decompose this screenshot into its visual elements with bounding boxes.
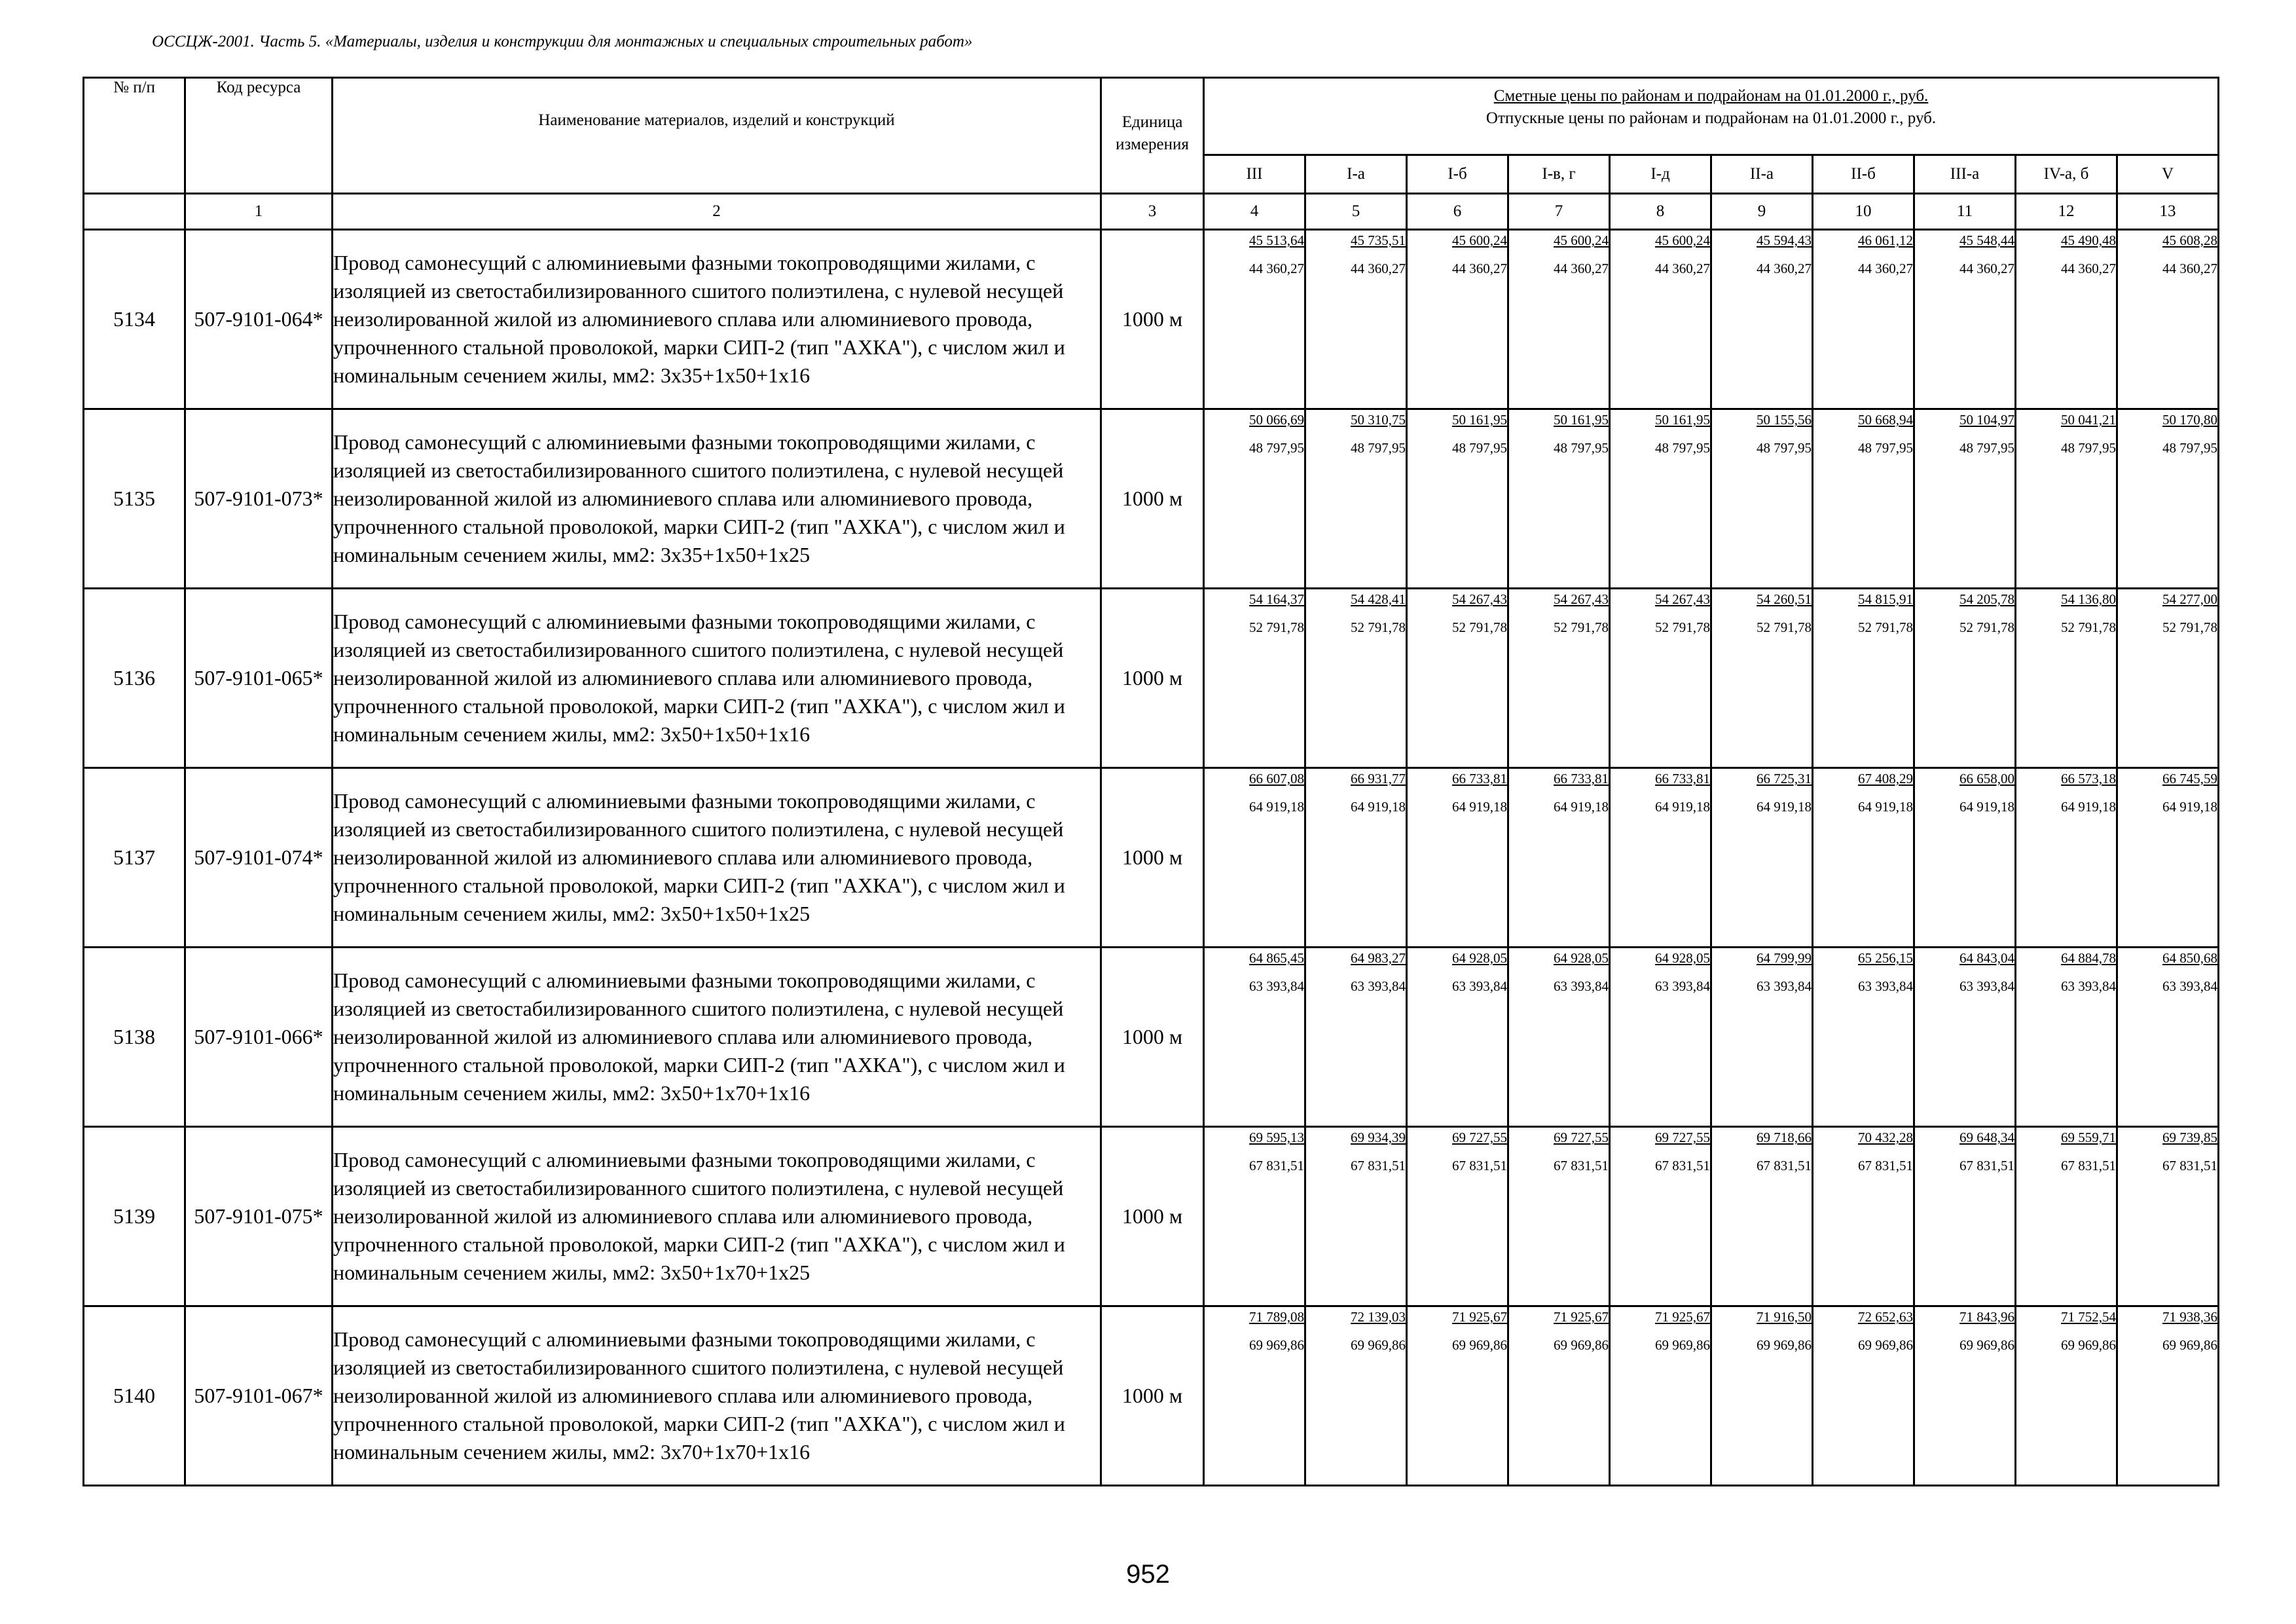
price-cell [1204, 1127, 1305, 1306]
estimate-price: 72 139,03 [1351, 1309, 1406, 1325]
column-header-unit [1101, 78, 1204, 194]
price-cell [2117, 1306, 2219, 1486]
material-name: Провод самонесущий с алюминиевыми фазными токопроводящими жилами, с изоляцией из светостабилизированного сшитого полиэтилена, с нулевой несущей неизолированной жилой из алюминиевого сплава или алюминиевого провода, упрочненного стальной проволокой, марки СИП-2 (тип "АХКА"), с числом жил и номинальным сечением жилы, мм2: 3х50+1х50+1х16 [333, 589, 1101, 768]
estimate-price: 45 608,28 [2162, 232, 2218, 248]
estimate-price: 71 916,50 [1757, 1309, 1812, 1325]
estimate-price: 71 789,08 [1249, 1309, 1304, 1325]
column-number: 4 [1204, 194, 1305, 230]
estimate-price: 71 925,67 [1554, 1309, 1609, 1325]
release-price: 63 393,84 [2061, 978, 2116, 994]
release-price: 52 791,78 [1452, 619, 1507, 635]
estimate-price: 71 925,67 [1452, 1309, 1507, 1325]
release-price: 52 791,78 [1757, 619, 1812, 635]
release-price: 64 919,18 [2162, 799, 2218, 815]
release-price: 69 969,86 [1249, 1337, 1304, 1353]
price-cell [1711, 1127, 1813, 1306]
material-name: Провод самонесущий с алюминиевыми фазными токопроводящими жилами, с изоляцией из светостабилизированного сшитого полиэтилена, с нулевой несущей неизолированной жилой из алюминиевого сплава или алюминиевого провода, упрочненного стальной проволокой, марки СИП-2 (тип "АХКА"), с числом жил и номинальным сечением жилы, мм2: 3х50+1х70+1х16 [333, 948, 1101, 1127]
release-price: 48 797,95 [2162, 440, 2218, 456]
price-cell [1610, 1127, 1711, 1306]
release-price: 63 393,84 [1757, 978, 1812, 994]
release-price: 64 919,18 [1959, 799, 2014, 815]
estimate-price: 72 652,63 [1858, 1309, 1913, 1325]
price-cell [1305, 1127, 1407, 1306]
estimate-price: 66 733,81 [1452, 771, 1507, 786]
price-cell [1813, 1306, 1914, 1486]
estimate-price: 71 843,96 [1959, 1309, 2014, 1325]
column-number: 7 [1508, 194, 1610, 230]
estimate-price: 69 595,13 [1249, 1130, 1304, 1145]
estimate-price: 50 104,97 [1959, 412, 2014, 428]
release-price: 67 831,51 [1655, 1158, 1710, 1173]
release-price: 48 797,95 [1757, 440, 1812, 456]
column-number: 3 [1101, 194, 1204, 230]
price-cell [1610, 589, 1711, 768]
price-cell [1914, 948, 2016, 1127]
estimate-price: 64 884,78 [2061, 950, 2116, 966]
release-price: 44 360,27 [1452, 261, 1507, 276]
release-price: 52 791,78 [1655, 619, 1710, 635]
price-cell [2016, 589, 2117, 768]
estimate-price: 54 267,43 [1452, 591, 1507, 607]
unit-of-measure: 1000 м [1101, 768, 1204, 948]
column-number: 9 [1711, 194, 1813, 230]
estimate-price: 50 668,94 [1858, 412, 1913, 428]
release-price: 69 969,86 [2162, 1337, 2218, 1353]
release-price: 44 360,27 [1554, 261, 1609, 276]
column-header-no: № п/п [84, 78, 185, 194]
price-cell [1914, 589, 2016, 768]
release-price: 67 831,51 [1452, 1158, 1507, 1173]
unit-of-measure: 1000 м [1101, 409, 1204, 589]
price-cell [1813, 1127, 1914, 1306]
release-price: 69 969,86 [1351, 1337, 1406, 1353]
price-table [82, 77, 2219, 1486]
release-price: 63 393,84 [1249, 978, 1304, 994]
unit-header-line1: Единица [1121, 113, 1183, 131]
column-header-name: Наименование материалов, изделий и конструкций [333, 78, 1101, 194]
price-cell [1508, 589, 1610, 768]
price-cell [1305, 948, 1407, 1127]
price-cell [1610, 1306, 1711, 1486]
unit-of-measure: 1000 м [1101, 230, 1204, 409]
table-row [84, 768, 2219, 948]
price-cell [1914, 768, 2016, 948]
release-price: 67 831,51 [1858, 1158, 1913, 1173]
price-cell [2016, 230, 2117, 409]
price-cell [2117, 230, 2219, 409]
row-number: 5138 [84, 948, 185, 1127]
release-price: 44 360,27 [2061, 261, 2116, 276]
price-cell [1610, 768, 1711, 948]
price-cell [1204, 768, 1305, 948]
price-cell [1813, 589, 1914, 768]
release-price: 63 393,84 [1655, 978, 1710, 994]
estimate-price: 50 310,75 [1351, 412, 1406, 428]
price-cell [2117, 409, 2219, 589]
release-price: 48 797,95 [1249, 440, 1304, 456]
release-price: 48 797,95 [2061, 440, 2116, 456]
price-cell [1305, 409, 1407, 589]
price-cell [1914, 409, 2016, 589]
estimate-price: 54 815,91 [1858, 591, 1913, 607]
price-cell [1407, 409, 1508, 589]
estimate-price: 50 161,95 [1554, 412, 1609, 428]
resource-code: 507-9101-065* [185, 589, 333, 768]
estimate-price: 66 573,18 [2061, 771, 2116, 786]
column-number: 2 [333, 194, 1101, 230]
unit-header-line2: измерения [1116, 136, 1189, 153]
estimate-price: 70 432,28 [1858, 1130, 1913, 1145]
price-cell [1610, 230, 1711, 409]
resource-code: 507-9101-073* [185, 409, 333, 589]
release-price: 63 393,84 [1858, 978, 1913, 994]
estimate-price: 69 559,71 [2061, 1130, 2116, 1145]
column-number: 11 [1914, 194, 2016, 230]
release-price: 64 919,18 [1757, 799, 1812, 815]
price-cell [1610, 409, 1711, 589]
price-cell [1204, 409, 1305, 589]
release-price: 69 969,86 [2061, 1337, 2116, 1353]
price-cell [1711, 589, 1813, 768]
estimate-price: 69 727,55 [1655, 1130, 1710, 1145]
release-price: 69 969,86 [1757, 1337, 1812, 1353]
price-cell [1407, 768, 1508, 948]
estimate-price: 64 928,05 [1554, 950, 1609, 966]
estimate-price: 45 600,24 [1452, 232, 1507, 248]
estimate-price: 69 739,85 [2162, 1130, 2218, 1145]
column-number: 12 [2016, 194, 2117, 230]
price-cell [1407, 1306, 1508, 1486]
release-price: 63 393,84 [1452, 978, 1507, 994]
release-price: 52 791,78 [1249, 619, 1304, 635]
region-header: I-б [1407, 155, 1508, 194]
price-cell [1204, 589, 1305, 768]
estimate-price: 50 161,95 [1655, 412, 1710, 428]
column-header-prices [1204, 78, 2219, 155]
release-price: 44 360,27 [1351, 261, 1406, 276]
release-price: 44 360,27 [1655, 261, 1710, 276]
price-cell [1407, 589, 1508, 768]
release-price: 44 360,27 [2162, 261, 2218, 276]
region-header: I-в, г [1508, 155, 1610, 194]
price-cell [1914, 1127, 2016, 1306]
release-price: 52 791,78 [2061, 619, 2116, 635]
release-price: 64 919,18 [1249, 799, 1304, 815]
release-price: 67 831,51 [2162, 1158, 2218, 1173]
price-cell [1204, 948, 1305, 1127]
estimate-price: 66 733,81 [1655, 771, 1710, 786]
region-header: III-а [1914, 155, 2016, 194]
table-row [84, 409, 2219, 589]
estimate-price: 45 600,24 [1554, 232, 1609, 248]
release-price: 67 831,51 [1554, 1158, 1609, 1173]
estimate-price: 71 938,36 [2162, 1309, 2218, 1325]
price-cell [1813, 948, 1914, 1127]
estimate-price: 64 928,05 [1655, 950, 1710, 966]
column-number: 13 [2117, 194, 2219, 230]
estimate-price: 64 799,99 [1757, 950, 1812, 966]
release-price: 69 969,86 [1858, 1337, 1913, 1353]
estimate-price: 69 727,55 [1554, 1130, 1609, 1145]
row-number: 5135 [84, 409, 185, 589]
estimate-price: 64 983,27 [1351, 950, 1406, 966]
release-price: 67 831,51 [1351, 1158, 1406, 1173]
region-header: I-д [1610, 155, 1711, 194]
estimate-price: 66 607,08 [1249, 771, 1304, 786]
unit-of-measure: 1000 м [1101, 589, 1204, 768]
release-price: 69 969,86 [1655, 1337, 1710, 1353]
estimate-price: 50 066,69 [1249, 412, 1304, 428]
resource-code: 507-9101-074* [185, 768, 333, 948]
estimate-price: 71 925,67 [1655, 1309, 1710, 1325]
column-number: 10 [1813, 194, 1914, 230]
price-cell [2016, 948, 2117, 1127]
release-price: 64 919,18 [2061, 799, 2116, 815]
estimate-price: 66 725,31 [1757, 771, 1812, 786]
estimate-price: 54 164,37 [1249, 591, 1304, 607]
release-price: 63 393,84 [1351, 978, 1406, 994]
estimate-price: 66 733,81 [1554, 771, 1609, 786]
estimate-price: 54 267,43 [1655, 591, 1710, 607]
release-price: 52 791,78 [1554, 619, 1609, 635]
region-header: II-б [1813, 155, 1914, 194]
price-cell [1407, 1127, 1508, 1306]
estimate-price: 45 735,51 [1351, 232, 1406, 248]
table-row [84, 1306, 2219, 1486]
estimate-price: 54 428,41 [1351, 591, 1406, 607]
price-cell [2117, 1127, 2219, 1306]
column-header-code: Код ресурса [185, 78, 333, 194]
release-price: 64 919,18 [1351, 799, 1406, 815]
price-cell [1813, 768, 1914, 948]
material-name: Провод самонесущий с алюминиевыми фазными токопроводящими жилами, с изоляцией из светостабилизированного сшитого полиэтилена, с нулевой несущей неизолированной жилой из алюминиевого сплава или алюминиевого провода, упрочненного стальной проволокой, марки СИП-2 (тип "АХКА"), с числом жил и номинальным сечением жилы, мм2: 3х35+1х50+1х25 [333, 409, 1101, 589]
column-number: 8 [1610, 194, 1711, 230]
release-price: 48 797,95 [1655, 440, 1710, 456]
estimate-price: 64 843,04 [1959, 950, 2014, 966]
release-price: 48 797,95 [1959, 440, 2014, 456]
price-cell [1204, 230, 1305, 409]
price-cell [1508, 409, 1610, 589]
region-header: I-а [1305, 155, 1407, 194]
estimate-price: 45 490,48 [2061, 232, 2116, 248]
price-cell [1711, 230, 1813, 409]
column-number: 6 [1407, 194, 1508, 230]
release-price: 63 393,84 [1959, 978, 2014, 994]
estimate-price: 64 865,45 [1249, 950, 1304, 966]
release-price: 64 919,18 [1452, 799, 1507, 815]
estimate-price: 46 061,12 [1858, 232, 1913, 248]
row-number: 5137 [84, 768, 185, 948]
price-cell [1508, 768, 1610, 948]
release-price: 64 919,18 [1655, 799, 1710, 815]
price-cell [1407, 230, 1508, 409]
region-header: V [2117, 155, 2219, 194]
table-row [84, 948, 2219, 1127]
release-price-header: Отпускные цены по районам и подрайонам на 01.01.2000 г., руб. [1485, 109, 1937, 127]
resource-code: 507-9101-067* [185, 1306, 333, 1486]
estimate-price: 69 934,39 [1351, 1130, 1406, 1145]
price-cell [2016, 409, 2117, 589]
table-body [84, 230, 2219, 1486]
unit-of-measure: 1000 м [1101, 948, 1204, 1127]
estimate-price: 45 548,44 [1959, 232, 2014, 248]
estimate-price: 50 155,56 [1757, 412, 1812, 428]
unit-of-measure: 1000 м [1101, 1306, 1204, 1486]
region-header: III [1204, 155, 1305, 194]
release-price: 67 831,51 [1959, 1158, 2014, 1173]
estimate-price: 50 041,21 [2061, 412, 2116, 428]
price-cell [1305, 589, 1407, 768]
release-price: 48 797,95 [1452, 440, 1507, 456]
page-number: 952 [1126, 1560, 1170, 1589]
price-cell [1305, 768, 1407, 948]
region-header: II-а [1711, 155, 1813, 194]
price-cell [1407, 948, 1508, 1127]
price-cell [1508, 230, 1610, 409]
price-cell [1813, 409, 1914, 589]
price-cell [1508, 948, 1610, 1127]
estimate-price: 54 205,78 [1959, 591, 2014, 607]
row-number: 5136 [84, 589, 185, 768]
price-cell [2117, 948, 2219, 1127]
material-name: Провод самонесущий с алюминиевыми фазными токопроводящими жилами, с изоляцией из светостабилизированного сшитого полиэтилена, с нулевой несущей неизолированной жилой из алюминиевого сплава или алюминиевого провода, упрочненного стальной проволокой, марки СИП-2 (тип "АХКА"), с числом жил и номинальным сечением жилы, мм2: 3х70+1х70+1х16 [333, 1306, 1101, 1486]
release-price: 69 969,86 [1452, 1337, 1507, 1353]
price-cell [1711, 768, 1813, 948]
column-number: 1 [185, 194, 333, 230]
release-price: 69 969,86 [1554, 1337, 1609, 1353]
estimate-price: 66 745,59 [2162, 771, 2218, 786]
estimate-price: 45 600,24 [1655, 232, 1710, 248]
estimate-price: 66 658,00 [1959, 771, 2014, 786]
release-price: 52 791,78 [1858, 619, 1913, 635]
estimate-price: 45 594,43 [1757, 232, 1812, 248]
price-cell [1914, 230, 2016, 409]
material-name: Провод самонесущий с алюминиевыми фазными токопроводящими жилами, с изоляцией из светостабилизированного сшитого полиэтилена, с нулевой несущей неизолированной жилой из алюминиевого сплава или алюминиевого провода, упрочненного стальной проволокой, марки СИП-2 (тип "АХКА"), с числом жил и номинальным сечением жилы, мм2: 3х50+1х70+1х25 [333, 1127, 1101, 1306]
estimate-price: 65 256,15 [1858, 950, 1913, 966]
column-number-row [84, 194, 2219, 230]
table-row [84, 1127, 2219, 1306]
price-cell [1305, 230, 1407, 409]
release-price: 48 797,95 [1351, 440, 1406, 456]
release-price: 44 360,27 [1757, 261, 1812, 276]
estimate-price: 66 931,77 [1351, 771, 1406, 786]
estimate-price: 54 136,80 [2061, 591, 2116, 607]
price-cell [1204, 1306, 1305, 1486]
row-number: 5140 [84, 1306, 185, 1486]
release-price: 44 360,27 [1959, 261, 2014, 276]
price-cell [2117, 589, 2219, 768]
estimate-price: 54 267,43 [1554, 591, 1609, 607]
release-price: 63 393,84 [2162, 978, 2218, 994]
price-cell [1914, 1306, 2016, 1486]
release-price: 67 831,51 [1757, 1158, 1812, 1173]
column-number: 5 [1305, 194, 1407, 230]
release-price: 69 969,86 [1959, 1337, 2014, 1353]
unit-of-measure: 1000 м [1101, 1127, 1204, 1306]
price-cell [1711, 409, 1813, 589]
material-name: Провод самонесущий с алюминиевыми фазными токопроводящими жилами, с изоляцией из светостабилизированного сшитого полиэтилена, с нулевой несущей неизолированной жилой из алюминиевого сплава или алюминиевого провода, упрочненного стальной проволокой, марки СИП-2 (тип "АХКА"), с числом жил и номинальным сечением жилы, мм2: 3х35+1х50+1х16 [333, 230, 1101, 409]
estimate-price: 45 513,64 [1249, 232, 1304, 248]
estimate-price: 69 648,34 [1959, 1130, 2014, 1145]
price-cell [1813, 230, 1914, 409]
estimate-price: 67 408,29 [1858, 771, 1913, 786]
price-cell [1305, 1306, 1407, 1486]
release-price: 44 360,27 [1249, 261, 1304, 276]
release-price: 64 919,18 [1554, 799, 1609, 815]
price-cell [1711, 948, 1813, 1127]
price-cell [1508, 1127, 1610, 1306]
release-price: 67 831,51 [1249, 1158, 1304, 1173]
price-cell [1610, 948, 1711, 1127]
resource-code: 507-9101-066* [185, 948, 333, 1127]
estimate-price-header: Сметные цены по районам и подрайонам на 01.01.2000 г., руб. [1493, 87, 1929, 105]
table-row [84, 589, 2219, 768]
price-cell [1711, 1306, 1813, 1486]
release-price: 64 919,18 [1858, 799, 1913, 815]
resource-code: 507-9101-075* [185, 1127, 333, 1306]
estimate-price: 50 170,80 [2162, 412, 2218, 428]
estimate-price: 69 718,66 [1757, 1130, 1812, 1145]
release-price: 63 393,84 [1554, 978, 1609, 994]
price-cell [2016, 1306, 2117, 1486]
release-price: 52 791,78 [1959, 619, 2014, 635]
estimate-price: 64 928,05 [1452, 950, 1507, 966]
material-name: Провод самонесущий с алюминиевыми фазными токопроводящими жилами, с изоляцией из светостабилизированного сшитого полиэтилена, с нулевой несущей неизолированной жилой из алюминиевого сплава или алюминиевого провода, упрочненного стальной проволокой, марки СИП-2 (тип "АХКА"), с числом жил и номинальным сечением жилы, мм2: 3х50+1х50+1х25 [333, 768, 1101, 948]
price-cell [2016, 1127, 2117, 1306]
estimate-price: 54 260,51 [1757, 591, 1812, 607]
release-price: 48 797,95 [1858, 440, 1913, 456]
region-header: IV-а, б [2016, 155, 2117, 194]
estimate-price: 50 161,95 [1452, 412, 1507, 428]
row-number: 5134 [84, 230, 185, 409]
price-cell [1508, 1306, 1610, 1486]
estimate-price: 64 850,68 [2162, 950, 2218, 966]
column-number-empty [84, 194, 185, 230]
release-price: 48 797,95 [1554, 440, 1609, 456]
estimate-price: 71 752,54 [2061, 1309, 2116, 1325]
release-price: 44 360,27 [1858, 261, 1913, 276]
row-number: 5139 [84, 1127, 185, 1306]
resource-code: 507-9101-064* [185, 230, 333, 409]
release-price: 67 831,51 [2061, 1158, 2116, 1173]
price-cell [2117, 768, 2219, 948]
release-price: 52 791,78 [2162, 619, 2218, 635]
estimate-price: 54 277,00 [2162, 591, 2218, 607]
table-row [84, 230, 2219, 409]
estimate-price: 69 727,55 [1452, 1130, 1507, 1145]
document-header: ОССЦЖ-2001. Часть 5. «Материалы, изделия и конструкции для монтажных и специальных строительных работ» [152, 33, 973, 50]
release-price: 52 791,78 [1351, 619, 1406, 635]
price-cell [2016, 768, 2117, 948]
